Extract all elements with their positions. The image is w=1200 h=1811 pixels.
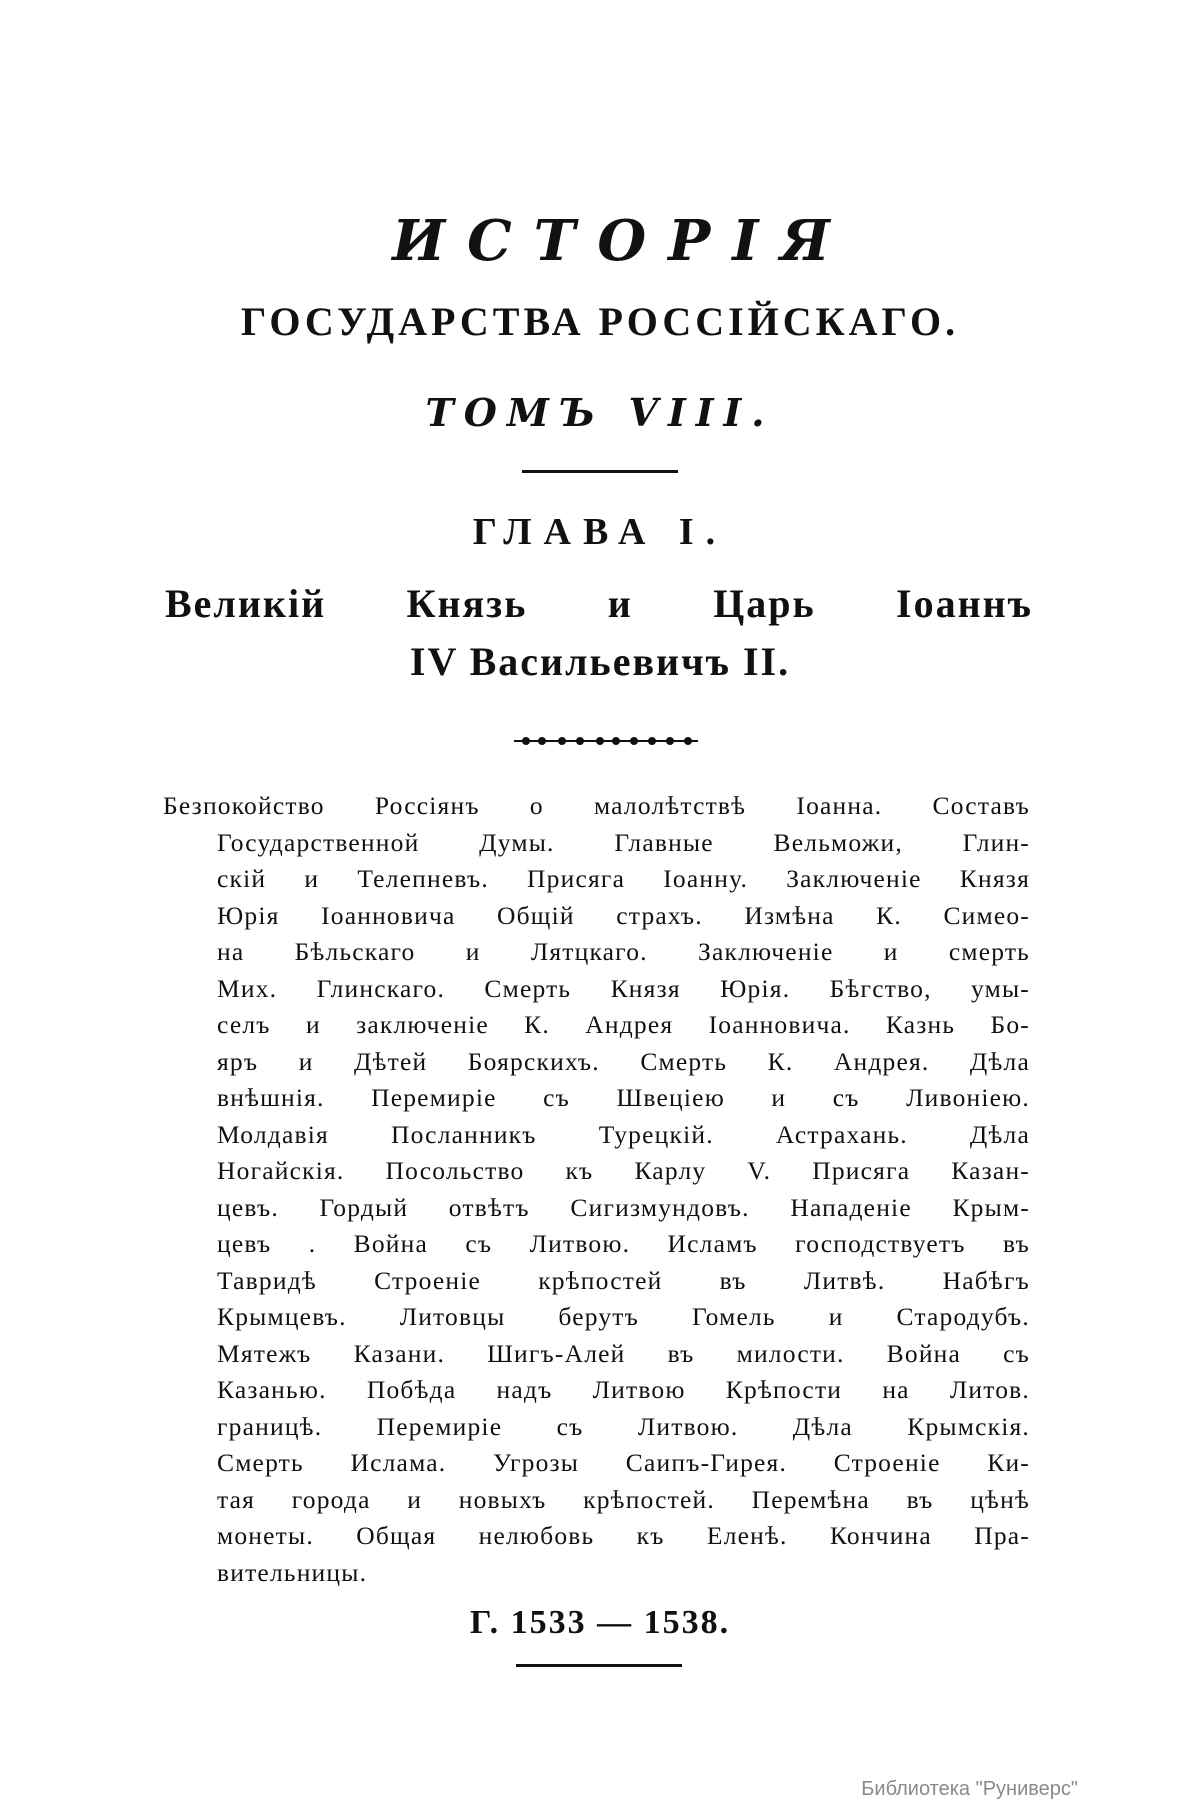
summary-line: Ногайскія. Посольство къ Карлу V. Присяга Казан-	[217, 1156, 1030, 1185]
chapter-years: Г. 1533 — 1538.	[469, 1604, 731, 1641]
summary-line: Смерть Ислама. Угрозы Саипъ-Гирея. Строеніе Ки-	[217, 1448, 1030, 1477]
divider-rule	[522, 470, 678, 473]
summary-line: селъ и заключеніе К. Андрея Іоанновича. Казнь Бо-	[217, 1010, 1030, 1039]
summary-line: яръ и Дѣтей Боярскихъ. Смерть К. Андрея. Дѣла	[217, 1046, 1030, 1076]
divider-rule-bottom	[516, 1664, 682, 1667]
volume-number: ТОМЪ VIII.	[425, 390, 775, 435]
chapter-summary	[163, 788, 1030, 1591]
summary-line: Мятежъ Казани. Шигъ-Алей въ милости. Война съ	[217, 1338, 1030, 1368]
chapter-title-line2: IV Васильевичъ II.	[409, 639, 791, 684]
ornament-divider	[512, 732, 700, 750]
chapter-title-line1: Великій Князь и Царь Іоаннъ	[165, 581, 1033, 626]
summary-line: Мих. Глинскаго. Смерть Князя Юрія. Бѣгство, умы-	[217, 973, 1030, 1003]
chapter-heading: ГЛАВА I.	[472, 511, 728, 553]
summary-line: тая города и новыхъ крѣпостей. Перемѣна въ цѣнѣ	[217, 1484, 1030, 1514]
summary-line: вительницы.	[217, 1557, 368, 1587]
summary-line: Молдавія Посланникъ Турецкій. Астрахань. Дѣла	[217, 1119, 1030, 1149]
library-watermark: Библиотека "Руниверс"	[861, 1778, 1078, 1800]
summary-line: на Бѣльскаго и Лятцкаго. Заключеніе и смерть	[217, 937, 1030, 966]
summary-line: цевъ. Гордый отвѣтъ Сигизмундовъ. Нападеніе Крым-	[217, 1192, 1030, 1222]
summary-line: Казанью. Побѣда надъ Литвою Крѣпости на Литов.	[217, 1375, 1030, 1404]
summary-line: Юрія Іоанновича Общій страхъ. Измѣна К. Симео-	[217, 900, 1030, 930]
summary-line: Безпокойство Россіянъ о малолѣтствѣ Іоанна. Составъ	[163, 791, 1030, 820]
summary-line: Тавридѣ Строеніе крѣпостей въ Литвѣ. Набѣгъ	[217, 1265, 1030, 1295]
summary-line: монеты. Общая нелюбовь къ Еленѣ. Кончина Пра-	[217, 1521, 1030, 1550]
summary-line: цевъ . Война съ Литвою. Исламъ господствуетъ въ	[217, 1229, 1030, 1258]
book-subtitle: ГОСУДАРСТВА РОССІЙСКАГО.	[240, 299, 960, 344]
summary-line: границѣ. Перемиріе съ Литвою. Дѣла Крымскія.	[217, 1411, 1030, 1441]
summary-line: Крымцевъ. Литовцы берутъ Гомель и Стародубъ.	[217, 1302, 1030, 1331]
summary-line: скій и Телепневъ. Присяга Іоанну. Заключеніе Князя	[217, 864, 1030, 893]
summary-line: Государственной Думы. Главные Вельможи, Глин-	[217, 827, 1030, 857]
book-title: ИСТОРІЯ	[392, 208, 852, 274]
summary-line: внѣшнія. Перемиріе съ Швеціею и съ Ливоніею.	[217, 1083, 1030, 1112]
